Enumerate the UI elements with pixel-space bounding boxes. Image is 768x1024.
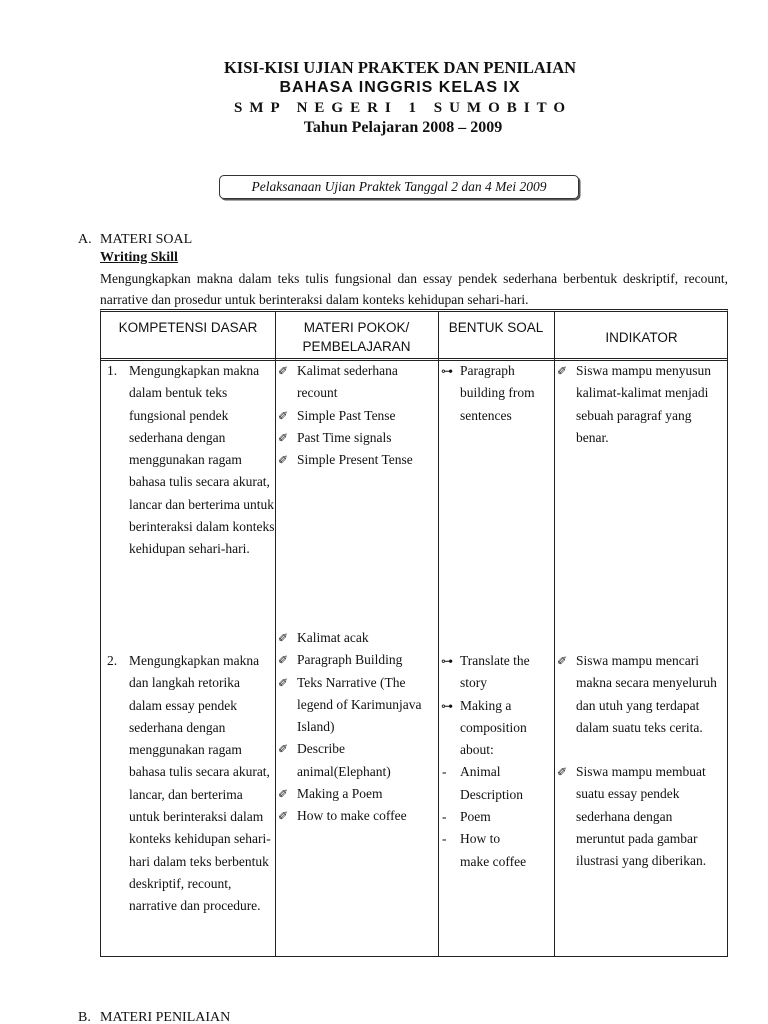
sub-list-item: - Poem [442,809,491,825]
row1-number: 1. [107,363,118,378]
list-item: ✐ Simple Present Tense [277,449,437,471]
section-a [78,231,728,310]
section-b-heading: MATERI PENILAIAN [100,1010,231,1024]
header-kompetensi: KOMPETENSI DASAR [118,320,258,335]
header-bentuk: BENTUK SOAL [448,320,544,335]
header-materi: MATERI POKOK/ PEMBELAJARAN [302,320,411,354]
pencil-icon: ✐ [557,765,568,780]
row1-bentuk [440,360,552,427]
pencil-icon: ✐ [278,430,289,445]
list-item: ✐ Siswa mampu membuat suatu essay pendek sederhana dengan meruntut pada gambar ilustrasi yang diberikan. [556,761,724,872]
exam-date-box: Pelaksanaan Ujian Praktek Tanggal 2 dan 4 Mei 2009 [219,175,579,199]
pencil-icon: ✐ [278,631,289,645]
header-indikator: INDIKATOR [605,330,678,345]
pencil-icon: ✐ [278,408,289,423]
list-item: ✐ Past Time signals [277,427,437,449]
pencil-icon: ✐ [278,364,289,378]
key-icon: ⊶ [441,364,453,378]
row2-materi [277,627,437,828]
row2-number: 2. [107,653,118,668]
row1-indikator [556,360,724,449]
key-icon: ⊶ [441,698,453,713]
pencil-icon: ✐ [278,809,289,824]
kisi-kisi-table [100,309,728,957]
pencil-icon: ✐ [278,787,289,802]
row1-kompetensi [107,360,275,610]
list-item: ✐ How to make coffee [277,805,437,827]
section-a-letter: A. [78,232,92,247]
list-item: ✐ Teks Narrative (The legend of Karimunjava Island) [277,672,437,739]
list-item: ✐ Kalimat sederhana recount [277,360,437,405]
list-item: ⊶ Paragraph building from sentences [440,360,552,427]
document-header [0,58,768,138]
section-a-heading: MATERI SOAL [100,232,193,247]
row2-indikator [556,650,724,873]
pencil-icon: ✐ [557,364,568,378]
section-a-subtitle: Writing Skill [100,250,178,265]
column-divider [554,312,555,956]
row1-kompetensi-text: Mengungkapkan makna dalam bentuk teks fungsional pendek sederhana dengan menggunakan ragam bahasa tulis secara akurat, lancar dan berterima untuk berinteraksi dalam konteks kehidupan sehari-hari. [129,363,275,557]
doc-year: Tahun Pelajaran 2008 – 2009 [303,119,503,136]
pencil-icon: ✐ [278,742,289,757]
list-item: ✐ Making a Poem [277,783,437,805]
column-divider [275,312,276,956]
key-icon: ⊶ [441,654,453,668]
pencil-icon: ✐ [278,675,289,690]
section-b-letter: B. [78,1010,91,1024]
sub-list-item: - Animal Description [442,764,523,802]
row2-kompetensi [107,650,275,960]
pencil-icon: ✐ [278,453,289,468]
list-item: ✐ Siswa mampu menyusun kalimat-kalimat menjadi sebuah paragraf yang benar. [556,360,724,449]
list-item: ⊶ Making a composition about: [440,695,552,762]
section-a-description: Mengungkapkan makna dalam teks tulis fungsional dan essay pendek sederhana berbentuk deskriptif, recount, narrative dan prosedur untuk berinteraksi dalam konteks kehidupan sehari-hari. [100,271,728,307]
list-item: ⊶ Translate the story [440,650,552,695]
pencil-icon: ✐ [278,653,289,668]
list-item: ✐ Describe animal(Elephant) [277,738,437,783]
doc-school: SMP NEGERI 1 SUMOBITO [233,100,572,116]
sub-list-item: - How to make coffee [442,831,527,869]
section-b [78,1008,230,1024]
list-item: ✐ Simple Past Tense [277,405,437,427]
pencil-icon: ✐ [557,654,568,668]
column-divider [438,312,439,956]
list-item: ✐ Kalimat acak [277,627,437,649]
doc-title: KISI-KISI UJIAN PRAKTEK DAN PENILAIAN [223,58,577,77]
row2-kompetensi-text: Mengungkapkan makna dan langkah retorika dalam essay pendek sederhana dengan menggunakan ragam bahasa tulis secara akurat, lancar, dan berterima untuk berinteraksi dalam konteks kehidupan sehari-hari dalam teks berbentuk deskriptif, recount, narrative dan procedure. [129,653,271,914]
list-item: ✐ Paragraph Building [277,649,437,671]
section-a-title [78,231,728,249]
list-item: ✐ Siswa mampu mencari makna secara menyeluruh dan utuh yang terdapat dalam suatu teks cerita. [556,650,724,739]
row2-bentuk [440,650,552,873]
doc-subject: BAHASA INGGRIS KELAS IX [279,79,521,96]
row1-materi [277,360,437,471]
